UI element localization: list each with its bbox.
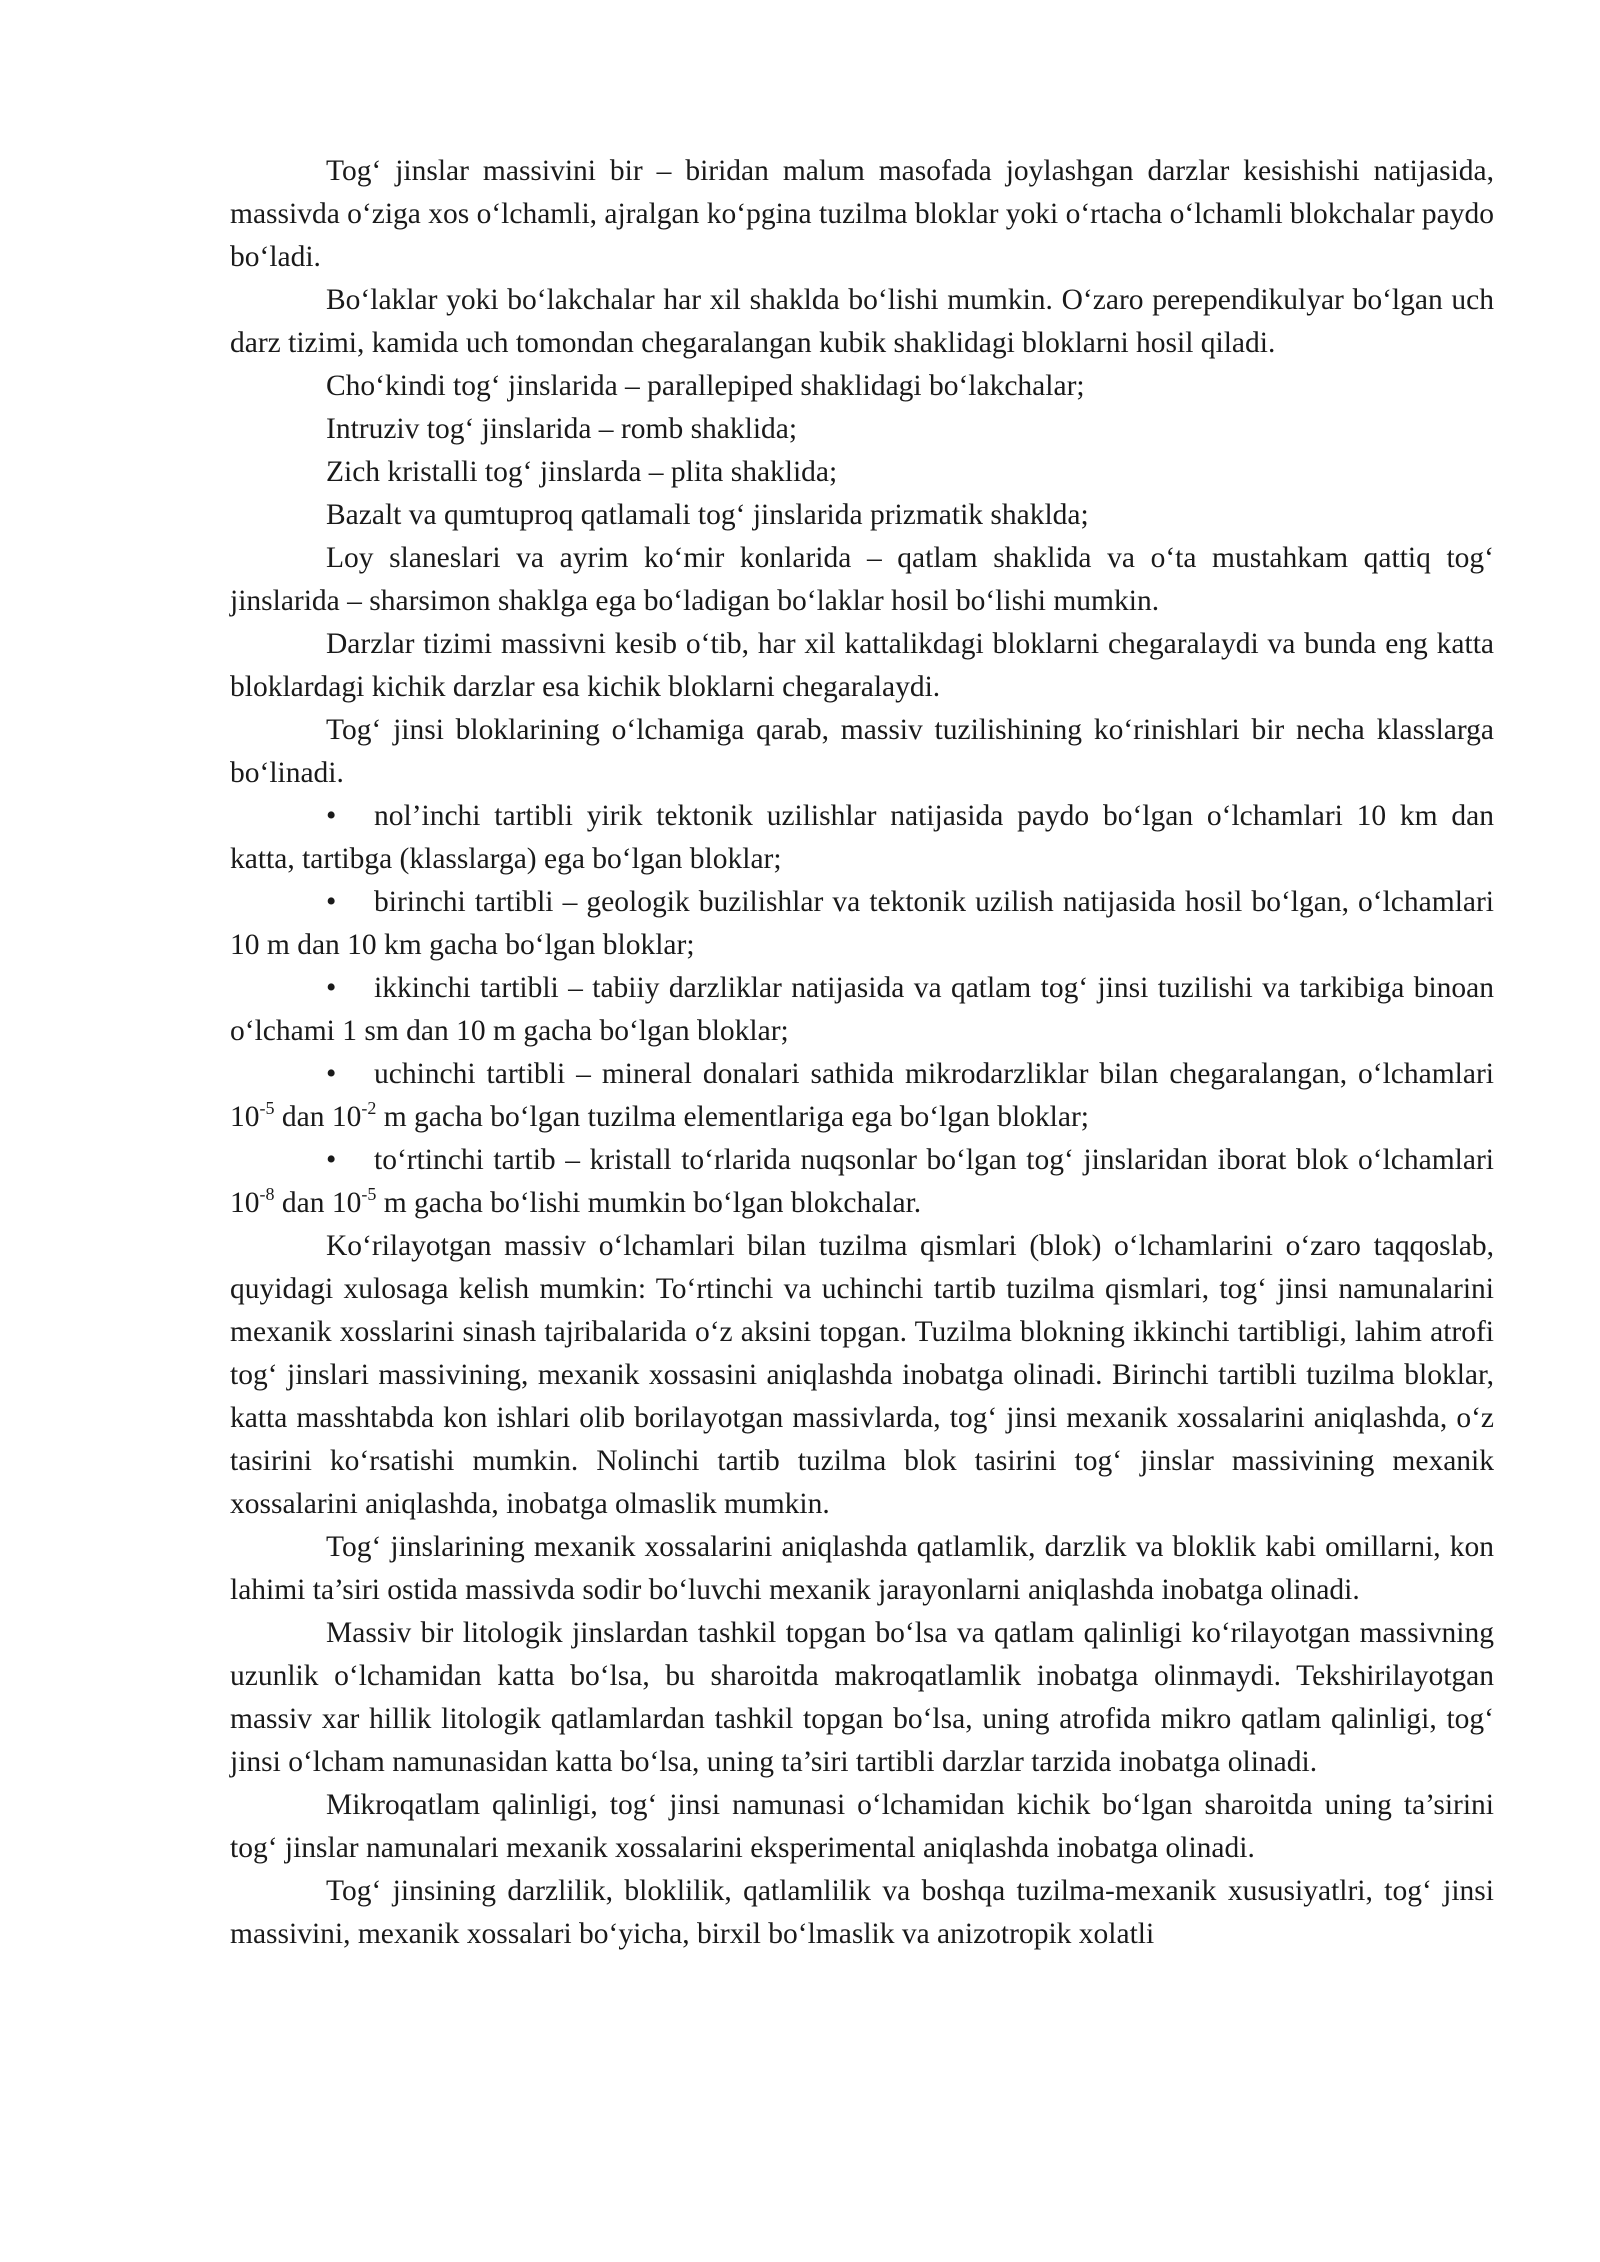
bullet-dot-icon: •	[326, 972, 337, 1004]
bullet-text-post: m gacha bo‘lgan tuzilma elementlariga ega bo‘lgan bloklar;	[376, 1101, 1089, 1133]
bullet-dot-icon: •	[326, 800, 337, 832]
paragraph-clay-slate: Loy slaneslari va ayrim ko‘mir konlarida – qatlam shaklida va o‘ta mustahkam qattiq tog‘ jinslarida – sharsimon shaklga ega bo‘ladigan bo‘laklar hosil bo‘lishi mumkin.	[230, 542, 1494, 617]
paragraph-factors: Tog‘ jinslarining mexanik xossalarini aniqlashda qatlamlik, darzlik va bloklik kabi omillarni, kon lahimi ta’siri ostida massivda sodir bo‘luvchi mexanik jarayonlarni aniqlashda inobatga olinadi.	[230, 1531, 1494, 1606]
bullet-item-fourth-order	[230, 1139, 1494, 1225]
paragraph-intro: Tog‘ jinslar massivini bir – biridan malum masofada joylashgan darzlar kesishishi natijasida, massivda o‘ziga xos o‘lchamli, ajralgan ko‘pgina tuzilma bloklar yoki o‘rtacha o‘lchamli blokchalar paydo bo‘ladi.	[230, 155, 1494, 273]
bullet-dot-icon: •	[326, 1058, 337, 1090]
document-page	[230, 150, 1494, 1956]
bullet-dot-icon: •	[326, 1144, 337, 1176]
paragraph-block-shapes: Bo‘laklar yoki bo‘lakchalar har xil shaklda bo‘lishi mumkin. O‘zaro perependikulyar bo‘lgan uch darz tizimi, kamida uch tomondan chegaralangan kubik shaklidagi bloklarni hosil qiladi.	[230, 284, 1494, 359]
paragraph-crack-system: Darzlar tizimi massivni kesib o‘tib, har xil kattalikdagi bloklarni chegaralaydi va bunda eng katta bloklardagi kichik darzlar esa kichik bloklarni chegaralaydi.	[230, 628, 1494, 703]
exponent: -8	[259, 1184, 275, 1204]
paragraph-anisotropy: Tog‘ jinsining darzlilik, bloklilik, qatlamlilik va boshqa tuzilma-mexanik xususiyatlri, tog‘ jinsi massivini, mexanik xossalari bo‘yicha, birxil bo‘lmaslik va anizotropik xolatli	[230, 1875, 1494, 1950]
paragraph-comparison: Ko‘rilayotgan massiv o‘lchamlari bilan tuzilma qismlari (blok) o‘lchamlarini o‘zaro taqqoslab, quyidagi xulosaga kelish mumkin: To‘rtinchi va uchinchi tartib tuzilma qismlari, tog‘ jinsi namunalarini mexanik xosslarini sinash tajribalarida o‘z aksini topgan. Tuzilma blokning ikkinchi tartibligi, lahim atrofi tog‘ jinslari massivining, mexanik xossasini aniqlashda inobatga olinadi. Birinchi tartibli tuzilma bloklar, katta masshtabda kon ishlari olib borilayotgan massivlarda, tog‘ jinsi mexanik xossalarini aniqlashda, o‘z tasirini ko‘rsatishi mumkin. Nolinchi tartib tuzilma blok tasirini tog‘ jinslar massivining mexanik xossalarini aniqlashda, inobatga olmaslik mumkin.	[230, 1230, 1494, 1520]
bullet-dot-icon: •	[326, 886, 337, 918]
exponent: -5	[259, 1098, 275, 1118]
bullet-text-mid: dan 10	[274, 1101, 362, 1133]
paragraph-classes: Tog‘ jinsi bloklarining o‘lchamiga qarab, massiv tuzilishining ko‘rinishlari bir necha klasslarga bo‘linadi.	[230, 714, 1494, 789]
bullet-item-first-order	[230, 881, 1494, 967]
paragraph-basalt: Bazalt va qumtuproq qatlamali tog‘ jinslarida prizmatik shaklda;	[326, 499, 1089, 531]
paragraph-lithology: Massiv bir litologik jinslardan tashkil topgan bo‘lsa va qatlam qalinligi ko‘rilayotgan massivning uzunlik o‘lchamidan katta bo‘lsa, bu sharoitda makroqatlamlik inobatga olinmaydi. Tekshirilayotgan massiv xar hillik litologik qatlamlardan tashkil topgan bo‘lsa, uning atrofida mikro qatlam qalinligi, tog‘ jinsi o‘lcham namunasidan katta bo‘lsa, uning ta’siri tartibli darzlar tarzida inobatga olinadi.	[230, 1617, 1494, 1778]
bullet-item-second-order	[230, 967, 1494, 1053]
paragraph-crystalline: Zich kristalli tog‘ jinslarda – plita shaklida;	[326, 456, 838, 488]
bullet-item-third-order	[230, 1053, 1494, 1139]
paragraph-intrusive: Intruziv tog‘ jinslarida – romb shaklida;	[326, 413, 798, 445]
bullet-text-pre: to‘rtinchi tartib – kristall to‘rlarida nuqsonlar bo‘lgan tog‘ jinslaridan iborat blok o‘lchamlari 10	[230, 1144, 1494, 1219]
bullet-text-mid: dan 10	[274, 1187, 362, 1219]
bullet-text-post: m gacha bo‘lishi mumkin bo‘lgan blokchalar.	[376, 1187, 922, 1219]
exponent: -5	[361, 1184, 377, 1204]
bullet-text: nol’inchi tartibli yirik tektonik uzilishlar natijasida paydo bo‘lgan o‘lchamlari 10 km dan katta, tartibga (klasslarga) ega bo‘lgan bloklar;	[230, 800, 1494, 875]
paragraph-microlayer: Mikroqatlam qalinligi, tog‘ jinsi namunasi o‘lchamidan kichik bo‘lgan sharoitda uning ta’sirini tog‘ jinslar namunalari mexanik xossalarini eksperimental aniqlashda inobatga olinadi.	[230, 1789, 1494, 1864]
bullet-text: birinchi tartibli – geologik buzilishlar va tektonik uzilish natijasida hosil bo‘lgan, o‘lchamlari 10 m dan 10 km gacha bo‘lgan bloklar;	[230, 886, 1494, 961]
exponent: -2	[361, 1098, 377, 1118]
bullet-item-zero-order	[230, 795, 1494, 881]
bullet-text: ikkinchi tartibli – tabiiy darzliklar natijasida va qatlam tog‘ jinsi tuzilishi va tarkibiga binoan o‘lchami 1 sm dan 10 m gacha bo‘lgan bloklar;	[230, 972, 1494, 1047]
bullet-text-pre: uchinchi tartibli – mineral donalari sathida mikrodarzliklar bilan chegaralangan, o‘lchamlari 10	[230, 1058, 1494, 1133]
paragraph-sedimentary: Cho‘kindi tog‘ jinslarida – parallepiped shaklidagi bo‘lakchalar;	[326, 370, 1085, 402]
